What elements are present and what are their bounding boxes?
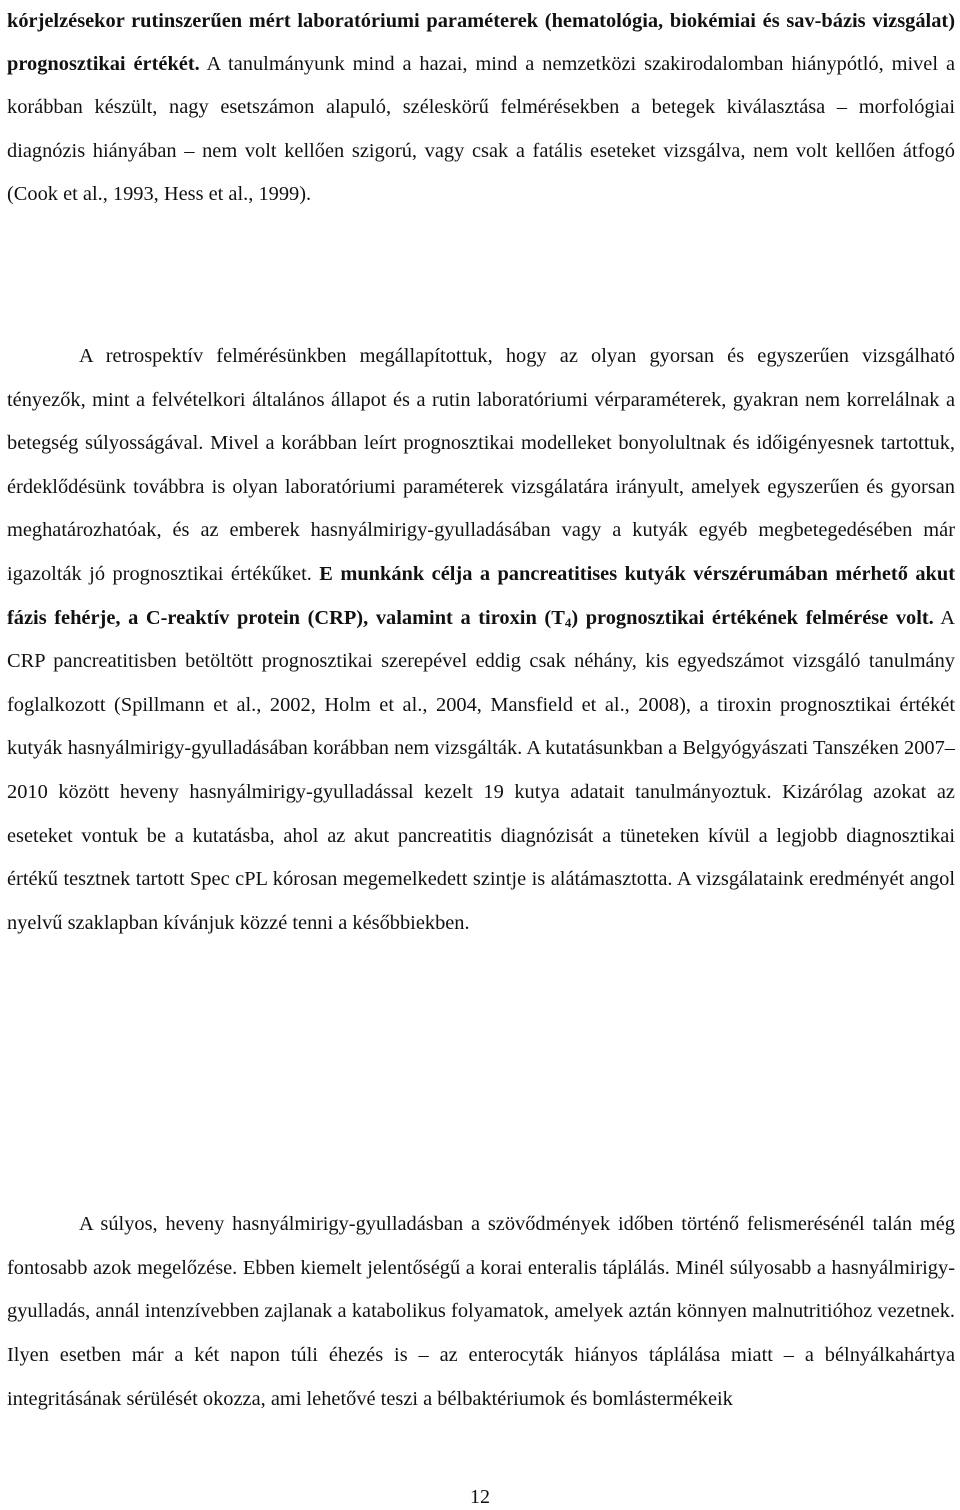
page-number: 12 [470, 1486, 490, 1508]
aim-statement-part1: E munkánk célja a pancreatitises kutyák vérszérumában mérhető akut fázis fehérje, a C-reaktív protein (CRP), valamint a tiroxin (T [7, 562, 956, 629]
aim-statement-part2: ) prognosztikai értékének felmérése volt. [571, 606, 934, 629]
paragraph-2-text-before: A retrospektív felmérésünkben megállapítottuk, hogy az olyan gyorsan és egyszerűen vizsgálható tényezők, mint a felvételkori általános állapot és a rutin laboratóriumi vérparaméterek, gyakran nem korrelálnak a betegség súlyosságával. Mivel a korábban leírt prognosztikai modelleket bonyolultnak és időigényesnek tartottuk, érdeklődésünk továbbra is olyan laboratóriumi paraméterek vizsgálatára irányult, amelyek egyszerűen és gyorsan meghatározhatóak, és az emberek hasnyálmirigy-gyulladásában vagy a kutyák egyéb megbetegedésében már igazolták jó prognosztikai értékűket. [7, 345, 955, 585]
paragraph-3 [7, 1203, 955, 1422]
aim-statement-subscript: 4 [564, 614, 572, 630]
paragraph-2 [7, 335, 955, 945]
paragraph-2-text-after: A CRP pancreatitisben betöltött prognosztikai szerepével eddig csak néhány, kis egyedszámot vizsgáló tanulmány foglalkozott (Spillmann et al., 2002, Holm et al., 2004, Mansfield et al., 2008), a tiroxin prognosztikai értékét kutyák hasnyálmirigy-gyulladásában korábban nem vizsgálták. A kutatásunkban a Belgyógyászati Tanszéken 2007–2010 között heveny hasnyálmirigy-gyulladással kezelt 19 kutya adatait tanulmányoztuk. Kizárólag azokat az eseteket vontuk be a kutatásba, ahol az akut pancreatitis diagnózisát a tüneteken kívül a legjobb diagnosztikai értékű tesztnek tartott Spec cPL kórosan megemelkedett szintje is alátámasztotta. A vizsgálataink eredményét angol nyelvű szaklapban kívánjuk közzé tenni a későbbiekben. [7, 606, 955, 934]
paragraph-1-text: A tanulmányunk mind a hazai, mind a nemzetközi szakirodalomban hiánypótló, mivel a korábban készült, nagy esetszámon alapuló, széleskörű felmérésekben a betegek kiválasztása – morfológiai diagnózis hiányában – nem volt kellően szigorú, vagy csak a fatális eseteket vizsgálva, nem volt kellően átfogó (Cook et al., 1993, Hess et al., 1999). [7, 53, 955, 205]
paragraph-1-bold-lead: kórjelzésekor rutinszerűen mért laboratóriumi paraméterek (hematológia, biokémiai és sav-bázis vizsgálat) prognosztikai értékét. [7, 10, 955, 76]
paragraph-3-text: A súlyos, heveny hasnyálmirigy-gyulladásban a szövődmények időben történő felismerésénél talán még fontosabb azok megelőzése. Ebben kiemelt jelentőségű a korai enteralis táplálás. Minél súlyosabb a hasnyálmirigy-gyulladás, annál intenzívebben zajlanak a katabolikus folyamatok, amelyek aztán könnyen malnutritióhoz vezetnek. Ilyen esetben már a két napon túli éhezés is – az enterocyták hiányos táplálása miatt – a bélnyálkahártya integritásának sérülését okozza, ami lehetővé teszi a bélbaktériumok és bomlástermékeik [7, 1213, 955, 1410]
paragraph-1 [7, 0, 955, 216]
